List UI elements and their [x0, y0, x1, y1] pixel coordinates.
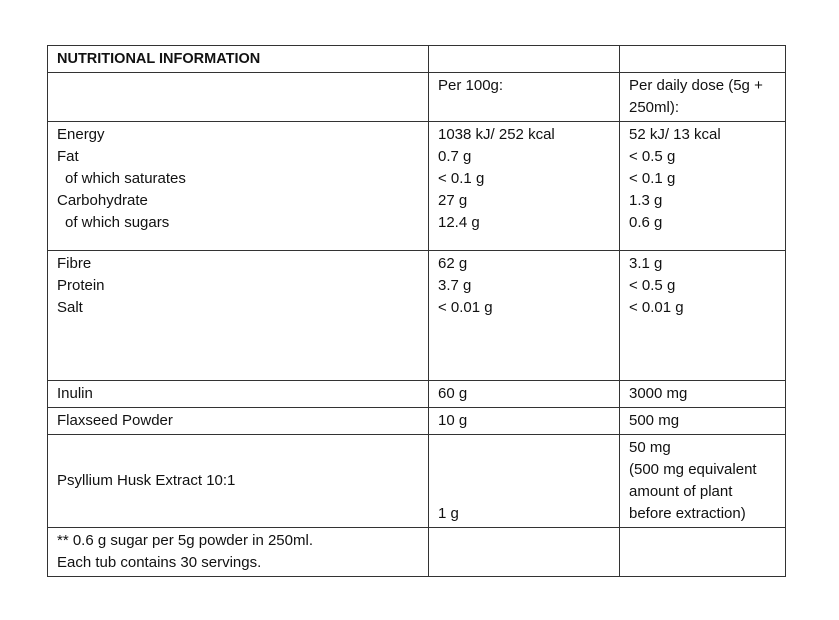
- footnote-empty-cell: [429, 528, 620, 577]
- value-sugars-daily: 0.6 g: [629, 214, 663, 231]
- label-energy: Energy: [57, 126, 105, 143]
- value-inulin-daily: 3000 mg: [620, 381, 786, 408]
- value-fibre-daily: 3.1 g: [629, 255, 663, 272]
- value-psyllium-daily: [620, 435, 786, 528]
- group2-daily: [620, 251, 786, 381]
- group1-per100: [429, 122, 620, 251]
- column-header-per-100g: [429, 73, 620, 122]
- footnote: [48, 528, 429, 577]
- value-fat-daily: < 0.5 g: [629, 148, 676, 165]
- value-sugars-per100: 12.4 g: [438, 214, 480, 231]
- value-saturates-per100: < 0.1 g: [438, 170, 485, 187]
- label-inulin: Inulin: [48, 381, 429, 408]
- label-protein: Protein: [57, 277, 105, 294]
- header-empty-cell: [429, 46, 620, 73]
- group1-labels: [48, 122, 429, 251]
- value-salt-daily: < 0.01 g: [629, 299, 684, 316]
- value-fat-per100: 0.7 g: [438, 148, 472, 165]
- label-sugars: of which sugars: [65, 214, 170, 231]
- label-fibre: Fibre: [57, 255, 92, 272]
- label-carbohydrate: Carbohydrate: [57, 192, 148, 209]
- label-flaxseed: Flaxseed Powder: [48, 408, 429, 435]
- value-saturates-daily: < 0.1 g: [629, 170, 676, 187]
- group1-daily: [620, 122, 786, 251]
- column-header-daily-dose: [620, 73, 786, 122]
- value-energy-daily: 52 kJ/ 13 kcal: [629, 126, 721, 143]
- footnote-empty-cell: [620, 528, 786, 577]
- psyllium-daily-line1: 50 mg: [629, 439, 671, 456]
- value-flaxseed-daily: 500 mg: [620, 408, 786, 435]
- group2-per100: [429, 251, 620, 381]
- value-psyllium-per100: 1 g: [429, 435, 620, 528]
- value-protein-daily: < 0.5 g: [629, 277, 676, 294]
- column-label-empty: [48, 73, 429, 122]
- daily-dose-header-line2: 250ml):: [629, 99, 680, 116]
- label-psyllium: Psyllium Husk Extract 10:1: [48, 435, 429, 528]
- value-inulin-per100: 60 g: [429, 381, 620, 408]
- value-carbohydrate-daily: 1.3 g: [629, 192, 663, 209]
- daily-dose-header-line1: Per daily dose (5g +: [629, 77, 763, 94]
- psyllium-daily-line4: before extraction): [629, 505, 746, 522]
- value-protein-per100: 3.7 g: [438, 277, 472, 294]
- group2-labels: [48, 251, 429, 381]
- nutrition-table: [47, 45, 786, 577]
- psyllium-daily-line3: amount of plant: [629, 483, 733, 500]
- per-100g-header: Per 100g:: [438, 77, 504, 94]
- value-salt-per100: < 0.01 g: [438, 299, 493, 316]
- psyllium-daily-line2: (500 mg equivalent: [629, 461, 757, 478]
- value-carbohydrate-per100: 27 g: [438, 192, 468, 209]
- value-fibre-per100: 62 g: [438, 255, 468, 272]
- footnote-line1: ** 0.6 g sugar per 5g powder in 250ml.: [57, 532, 313, 549]
- label-saturates: of which saturates: [65, 170, 186, 187]
- label-salt: Salt: [57, 299, 83, 316]
- header-empty-cell: [620, 46, 786, 73]
- value-energy-per100: 1038 kJ/ 252 kcal: [438, 126, 555, 143]
- label-fat: Fat: [57, 148, 79, 165]
- table-title: NUTRITIONAL INFORMATION: [48, 46, 429, 73]
- footnote-line2: Each tub contains 30 servings.: [57, 554, 262, 571]
- value-flaxseed-per100: 10 g: [429, 408, 620, 435]
